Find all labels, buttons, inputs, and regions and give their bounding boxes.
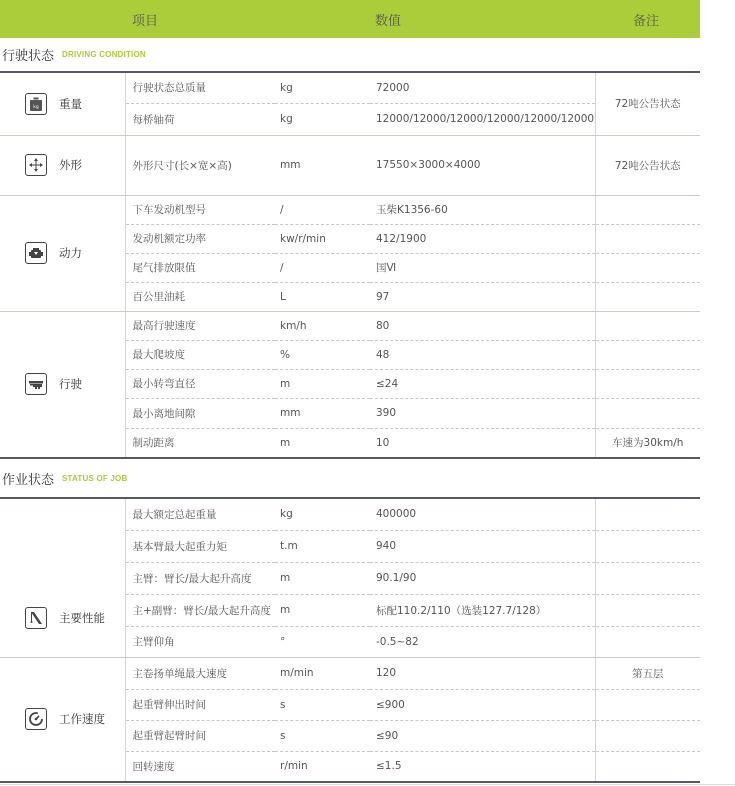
group-dimensions <box>0 135 700 195</box>
section-title-driving <box>0 38 700 71</box>
item-cell: 外形尺寸(长×宽×高) <box>125 135 275 195</box>
unit-cell: m <box>275 369 370 398</box>
note-cell <box>595 498 700 530</box>
unit-cell: kg <box>275 103 370 135</box>
note-cell <box>595 398 700 428</box>
value-cell: 国Ⅵ <box>370 253 595 282</box>
group-power <box>0 195 700 311</box>
category-label: 动力 <box>59 246 82 260</box>
table-row <box>0 135 700 195</box>
item-cell: 行驶状态总质量 <box>125 72 275 103</box>
value-cell: ≤24 <box>370 369 595 398</box>
note-cell <box>595 594 700 626</box>
unit-cell: m <box>280 436 291 449</box>
category-cell <box>0 311 125 458</box>
value-cell: 72000 <box>370 72 595 103</box>
unit-cell: m <box>275 562 370 594</box>
value-cell: 标配110.2/110（选装127.7/128） <box>370 594 595 626</box>
svg-text:kg: kg <box>33 104 39 110</box>
unit-cell: L <box>275 282 370 311</box>
unit-cell: kg <box>275 72 370 103</box>
item-cell: 主臂：臂长/最大起升高度 <box>125 562 275 594</box>
header-item: 项目 <box>132 14 159 29</box>
note-cell <box>595 689 700 720</box>
value-cell: 390 <box>370 398 595 428</box>
note-cell: 72吨公告状态 <box>595 72 700 135</box>
note-cell: 第五层 <box>595 657 700 689</box>
value-cell: 17550×3000×4000 <box>370 135 595 195</box>
engine-icon <box>25 242 47 264</box>
item-cell: 尾气排放限值 <box>125 253 275 282</box>
item-cell: 主卷扬单绳最大速度 <box>125 657 275 689</box>
speedometer-icon <box>25 708 47 730</box>
unit-cell: s <box>275 689 370 720</box>
unit-cell: % <box>275 340 370 369</box>
unit-cell: ° <box>275 626 370 657</box>
unit-cell: km/h <box>275 311 370 340</box>
note-cell <box>595 311 700 340</box>
note-cell <box>595 530 700 562</box>
unit-cell: m <box>275 594 370 626</box>
section-title-en: DRIVING CONDITION <box>62 50 146 59</box>
unit-cell: kw/r/min <box>275 224 370 253</box>
unit-cell: kg <box>275 498 370 530</box>
category-cell <box>0 498 125 657</box>
section-title-job <box>0 459 700 497</box>
item-cell: 最大额定总起重量 <box>125 498 275 530</box>
value-cell: ≤1.5 <box>376 760 402 773</box>
value-cell: 400000 <box>370 498 595 530</box>
unit-cell: / <box>275 195 370 224</box>
category-label: 工作速度 <box>59 712 105 727</box>
note-cell <box>595 195 700 224</box>
note-cell <box>595 720 700 751</box>
item-cell: 最高行驶速度 <box>125 311 275 340</box>
crane-boom-icon <box>25 607 47 629</box>
table-row <box>0 311 700 340</box>
group-weight <box>0 72 700 135</box>
note-cell <box>595 626 700 657</box>
note-cell <box>595 282 700 311</box>
category-cell <box>0 135 125 195</box>
note-cell <box>595 253 700 282</box>
value-cell: 120 <box>370 657 595 689</box>
item-cell: 起重臂伸出时间 <box>125 689 275 720</box>
value-cell: 412/1900 <box>370 224 595 253</box>
group-driving <box>0 311 700 458</box>
unit-cell: t.m <box>275 530 370 562</box>
value-cell: 玉柴K1356-60 <box>370 195 595 224</box>
section-title-en: STATUS OF JOB <box>62 473 128 483</box>
value-cell: 48 <box>370 340 595 369</box>
category-label: 行驶 <box>59 377 82 392</box>
unit-cell: mm <box>275 135 370 195</box>
value-cell: ≤900 <box>370 689 595 720</box>
dimensions-arrows-icon <box>25 154 47 176</box>
table-row <box>0 195 700 224</box>
job-spec-table <box>0 497 700 783</box>
item-cell: 主臂仰角 <box>125 626 275 657</box>
category-label: 重量 <box>59 96 82 111</box>
item-cell: 基本臂最大起重力矩 <box>125 530 275 562</box>
item-cell: 起重臂起臂时间 <box>125 720 275 751</box>
item-cell: 最小离地间隙 <box>125 398 275 428</box>
note-cell: 72吨公告状态 <box>595 135 700 195</box>
item-cell: 制动距离 <box>132 437 175 450</box>
table-row <box>0 657 700 689</box>
category-label: 外形 <box>59 158 82 172</box>
note-cell: 车速为30km/h <box>595 428 700 458</box>
note-cell <box>595 340 700 369</box>
note-cell <box>595 562 700 594</box>
unit-cell: mm <box>275 398 370 428</box>
section-title-cn: 行驶状态 <box>2 49 55 64</box>
divider <box>0 784 735 785</box>
unit-cell: / <box>275 253 370 282</box>
note-cell <box>595 224 700 253</box>
crane-truck-icon <box>25 373 47 395</box>
unit-cell: r/min <box>280 760 308 773</box>
value-cell: 97 <box>370 282 595 311</box>
value-cell: 12000/12000/12000/12000/12000/12000 <box>370 103 595 135</box>
table-header <box>0 0 700 38</box>
item-cell: 最大爬坡度 <box>125 340 275 369</box>
item-cell: 发动机额定功率 <box>125 224 275 253</box>
item-cell: 每桥轴荷 <box>125 103 275 135</box>
weight-kg-icon <box>25 93 47 115</box>
item-cell: 下车发动机型号 <box>125 195 275 224</box>
unit-cell: s <box>275 720 370 751</box>
note-cell <box>595 369 700 398</box>
item-cell: 回转速度 <box>132 760 175 773</box>
category-cell <box>0 195 125 311</box>
item-cell: 最小转弯直径 <box>125 369 275 398</box>
value-cell: ≤90 <box>370 720 595 751</box>
driving-spec-table <box>0 71 700 459</box>
item-cell: 百公里油耗 <box>125 282 275 311</box>
table-row <box>0 498 700 530</box>
group-main-performance <box>0 498 700 657</box>
category-label: 主要性能 <box>59 610 105 625</box>
unit-cell: m/min <box>275 657 370 689</box>
value-cell: 10 <box>376 436 390 449</box>
value-cell: 80 <box>370 311 595 340</box>
value-cell: -0.5~82 <box>370 626 595 657</box>
value-cell: 940 <box>370 530 595 562</box>
value-cell: 90.1/90 <box>370 562 595 594</box>
group-working-speed <box>0 657 700 782</box>
category-cell <box>0 72 125 135</box>
section-title-cn: 作业状态 <box>2 472 55 488</box>
table-row <box>0 72 700 103</box>
header-value: 数值 <box>375 14 402 29</box>
header-note: 备注 <box>633 14 660 29</box>
item-cell: 主+副臂：臂长/最大起升高度 <box>125 594 275 626</box>
note-cell <box>595 751 700 782</box>
category-cell <box>0 657 125 782</box>
